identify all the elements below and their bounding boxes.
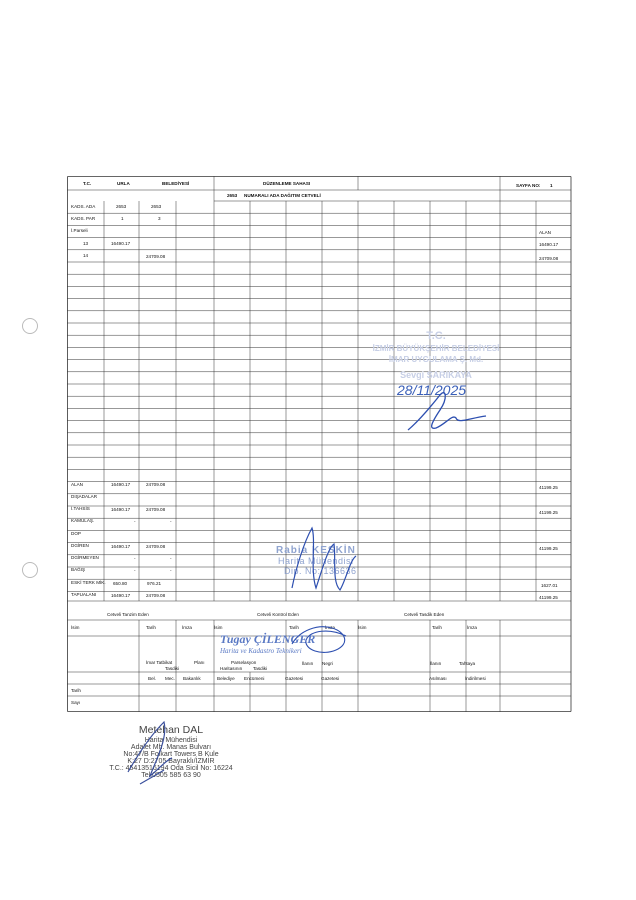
sum-itahsis-c1: 16490.17: [111, 507, 131, 512]
sum-itahsis-label: İ.TAHSİS: [71, 506, 90, 511]
header-page-no: 1: [550, 183, 553, 188]
imza-3: İmza: [467, 625, 477, 630]
municipality-stamp: [366, 330, 506, 380]
ilanin-1: İlanın: [302, 661, 314, 666]
header-subtitle-ada: 2653: [227, 193, 238, 198]
tahtaya: Tahtaya: [459, 661, 476, 666]
header-belediye: BELEDİYESİ: [162, 181, 190, 186]
sum-dgiren-label: DGİREN: [71, 543, 89, 548]
rabia-title: Harita Mühendisi: [278, 556, 354, 566]
isim-3: İsim: [358, 625, 367, 630]
sum-bagis-label: BAĞIŞ: [71, 567, 86, 572]
sum-dgirmeyen-c2: -: [170, 556, 172, 561]
parcel-14-no: 14: [83, 253, 89, 258]
sum-dgiren-total: 41199.25: [539, 546, 558, 551]
sum-itahsis-c2: 24709.08: [146, 507, 166, 512]
belediye: Belediye: [217, 676, 235, 681]
sum-disadalar-label: DIŞADALAR: [71, 494, 98, 499]
table-grid: [67, 176, 572, 712]
mec: Mec.: [165, 676, 175, 681]
sum-eskiterk-c1: 650.80: [113, 581, 128, 586]
sum-kamulas-c1: -: [134, 519, 136, 524]
sum-kamulas-label: KAMULAŞ.: [71, 518, 95, 523]
engineer-title: Harita Mühendisi: [144, 737, 198, 744]
imza-2: İmza: [325, 625, 335, 630]
bakanlik: Bakanlık: [183, 676, 201, 681]
tarih-row: Tarih: [71, 688, 81, 693]
engineer-line5: Tel:0505 585 63 90: [141, 772, 201, 779]
header-page-label: SAYFA NO:: [516, 183, 541, 188]
rabia-stamp: [276, 545, 357, 576]
sum-dop-label: DOP: [71, 531, 81, 536]
tugay-stamp: [220, 632, 315, 655]
tarih-3: Tarih: [432, 625, 442, 630]
sum-alan-c1: 16490.17: [111, 482, 131, 487]
iparseli-label: İ.Parseli: [71, 228, 88, 233]
haritasi-tasdiki: Tasdiki: [253, 666, 268, 671]
haritasinin: Haritasının: [220, 666, 243, 671]
tugay-title: Harita ve Kadastro Teknikeri: [220, 647, 302, 655]
isim-1: İsim: [71, 625, 80, 630]
parcel-13-alan: 16490.17: [539, 242, 559, 247]
tarih-2: Tarih: [289, 625, 299, 630]
engineer-line2: No:47/B Folkart Towers B Kule: [123, 751, 219, 758]
sum-alan-total: 41199.25: [539, 485, 558, 490]
plani: Planı: [194, 660, 205, 665]
stamp-tc: T.C.: [426, 330, 446, 342]
sum-tapu-c2: 24709.08: [146, 593, 166, 598]
cetveli-kontrol: Cetveli Kontrol Eden: [257, 612, 299, 617]
cetveli-tasdik: Cetveli Tasdik Eden: [404, 612, 445, 617]
engineer-line1: Adalet Mh. Manas Bulvarı: [130, 744, 212, 751]
stamp-name-line: Sevgi SARIKAYA: [400, 370, 472, 380]
header-city: URLA: [117, 181, 130, 186]
engineer-name: Metehan DAL: [138, 724, 204, 736]
kads-par-2: 3: [158, 216, 161, 221]
sum-eskiterk-c2: 976.21: [147, 581, 162, 586]
sayi-row: Sayı: [71, 700, 81, 705]
kads-par-1: 1: [121, 216, 124, 221]
cetveli-tanzim: Cetveli Tanzim Eden: [107, 612, 149, 617]
sum-eskiterk-label: ESKİ TERK MİK.: [71, 580, 106, 585]
alan-header: ALAN: [539, 230, 552, 235]
kads-par-label: KADS. PAR: [71, 216, 96, 221]
sum-bagis-c2: -: [170, 568, 172, 573]
engineer-line3: K:27 D:2705 Bayraklı/İZMİR: [127, 758, 215, 765]
sum-bagis-c1: -: [134, 568, 136, 573]
sum-tapu-label: TAPUALANI: [71, 592, 97, 597]
parcel-13-no: 13: [83, 241, 89, 246]
bel: Bel.: [148, 676, 156, 681]
sum-dgirmeyen-c1: -: [134, 556, 136, 561]
sum-itahsis-total: 41199.25: [539, 510, 558, 515]
kads-ada-1: 2653: [116, 204, 127, 209]
gazetesi-1: Gazetesi: [285, 676, 304, 681]
stamp-date: 28/11/2025: [397, 382, 467, 398]
negri: Negri: [322, 661, 333, 666]
header-area: DÜZENLEME SAHASI: [263, 181, 311, 186]
rabia-name: Rabia KESKİN: [276, 545, 356, 556]
distribution-table: [67, 176, 572, 712]
stamp-dept-line: İMAR UYGULAMA Ş. Md.: [388, 355, 484, 364]
isim-2: İsim: [214, 625, 223, 630]
kads-ada-label: KADS. ADA: [71, 204, 96, 209]
engineer-stamp: [96, 724, 246, 779]
sum-tapu-total: 41199.25: [539, 595, 558, 600]
punch-hole-top: [22, 318, 38, 334]
rabia-dip: Dip. No: 136636: [284, 566, 357, 576]
sum-eskiterk-total: 1627.01: [541, 583, 558, 588]
tatbikat-tasdiki: Tasdiki: [165, 666, 180, 671]
sum-alan-c2: 24709.08: [146, 482, 166, 487]
sum-dgiren-c1: 16490.17: [111, 544, 131, 549]
header-tc: T.C.: [83, 181, 92, 186]
asilmasi: Asılması: [429, 676, 447, 681]
imza-1: İmza: [182, 625, 192, 630]
encumeni: Encümeni: [244, 676, 265, 681]
parcel-13-c1: 16490.17: [111, 241, 131, 246]
indirilmesi: İndirilmesi: [465, 676, 486, 681]
punch-hole-bottom: [22, 562, 38, 578]
sum-alan-label: ALAN: [71, 482, 84, 487]
header-subtitle: NUMARALI ADA DAĞITIM CETVELİ: [244, 193, 321, 198]
sum-dgiren-c2: 24709.08: [146, 544, 166, 549]
parcel-14-c2: 24709.08: [146, 254, 166, 259]
imar-tatbikat: İmar Tatbikat: [146, 660, 173, 665]
sum-tapu-c1: 16490.17: [111, 593, 131, 598]
tugay-name: Tugay ÇİLENGER: [220, 632, 316, 646]
parcel-14-alan: 24709.08: [539, 256, 559, 261]
sum-kamulas-c2: -: [170, 519, 172, 524]
tarih-1: Tarih: [146, 625, 156, 630]
gazetesi-2: Gazetesi: [321, 676, 340, 681]
parselasyon: Parselasyon: [231, 660, 257, 665]
ilanin-2: İlanın: [430, 661, 442, 666]
kads-ada-2: 2653: [151, 204, 162, 209]
engineer-line4: T.C.: 45413516194 Oda Sicil No: 16224: [109, 765, 233, 772]
sum-dgirmeyen-label: DGİRMEYEN: [71, 555, 99, 560]
stamp-bel-line: İZMİR BÜYÜKŞEHİR BELEDİYESİ: [372, 344, 500, 353]
